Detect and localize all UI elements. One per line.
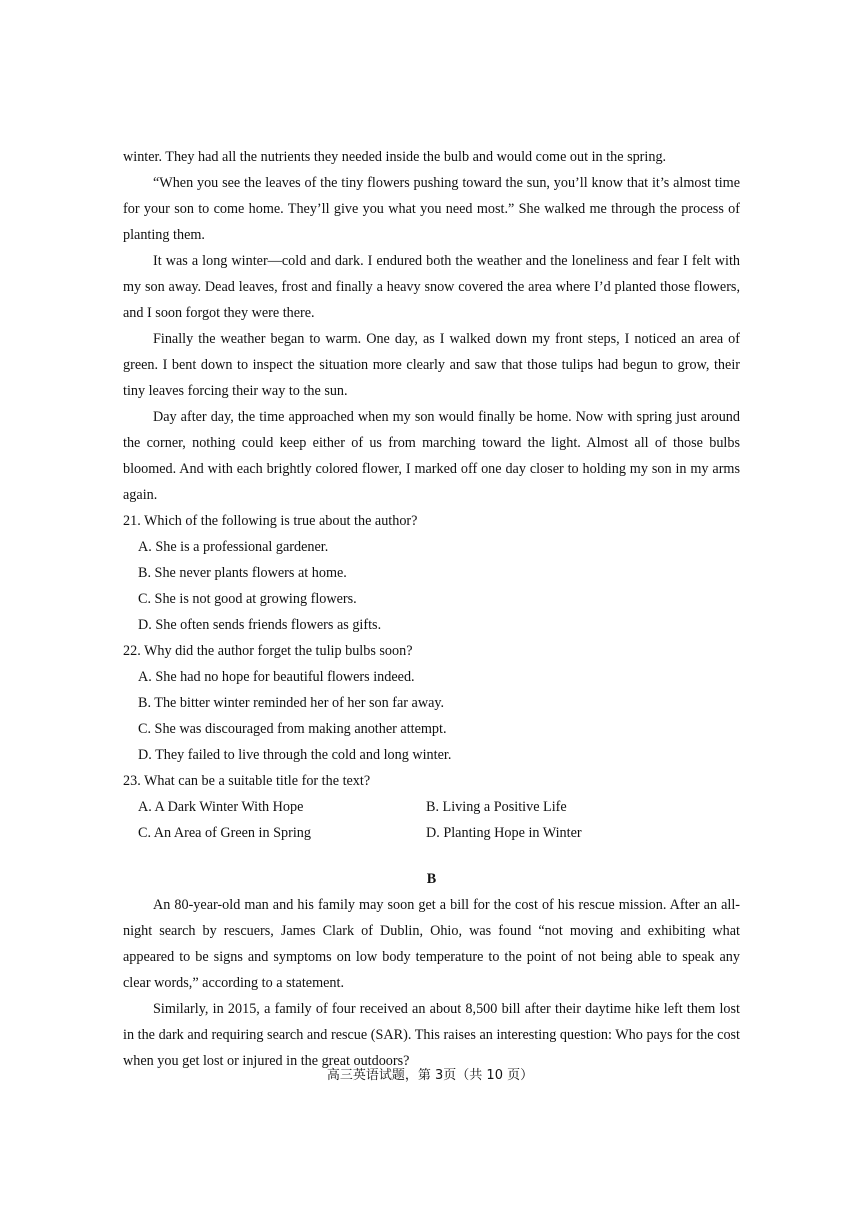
option-d: D. They failed to live through the cold and long winter. — [138, 747, 452, 763]
option-c: C. An Area of Green in Spring — [138, 825, 311, 841]
paragraph: Finally the weather began to warm. One day, as I walked down my front steps, I noticed an area of green. I bent down to inspect the situation more clearly and saw that those tulips had begun to grow, their tiny leaves forcing their way to the sun. — [123, 331, 740, 399]
paragraph: Similarly, in 2015, a family of four received an about 8,500 bill after their daytime hike left them lost in the dark and requiring search and rescue (SAR). This raises an interesting question: Who pays for the cost when you get lost or injured in the great outdoors? — [123, 1001, 740, 1069]
option-a: A. A Dark Winter With Hope — [138, 799, 304, 815]
question-22 — [123, 638, 740, 768]
option-b: B. The bitter winter reminded her of her son far away. — [138, 695, 445, 711]
question-stem: 22. Why did the author forget the tulip bulbs soon? — [123, 643, 413, 659]
section-title: B — [426, 871, 437, 887]
page-content — [123, 144, 740, 1074]
paragraph: An 80-year-old man and his family may soon get a bill for the cost of his rescue mission. After an all-night search by rescuers, James Clark of Dublin, Ohio, was found “not moving and exhibiting what appeared to be signs and symptoms on low body temperature to the point of not being able to speak any clear words,” according to a statement. — [123, 897, 740, 991]
options-row — [123, 820, 740, 846]
paragraph: winter. They had all the nutrients they needed inside the bulb and would come out in the spring. — [123, 149, 667, 165]
question-stem: 23. What can be a suitable title for the text? — [123, 773, 371, 789]
passage-b — [123, 866, 740, 1074]
passage-a — [123, 144, 740, 508]
options-row — [123, 794, 740, 820]
question-21 — [123, 508, 740, 638]
option-a: A. She had no hope for beautiful flowers indeed. — [138, 669, 415, 685]
option-a: A. She is a professional gardener. — [138, 539, 329, 555]
question-23 — [123, 768, 740, 846]
option-b: B. She never plants flowers at home. — [138, 565, 347, 581]
option-c: C. She was discouraged from making another attempt. — [138, 721, 447, 737]
option-d: D. She often sends friends flowers as gifts. — [138, 617, 382, 633]
option-b: B. Living a Positive Life — [426, 799, 567, 815]
option-d: D. Planting Hope in Winter — [426, 825, 582, 841]
page-footer: 高三英语试题，第 3页（共 10 页） — [326, 1068, 534, 1083]
option-c: C. She is not good at growing flowers. — [138, 591, 357, 607]
paragraph: “When you see the leaves of the tiny flowers pushing toward the sun, you’ll know that it’s almost time for your son to come home. They’ll give you what you need most.” She walked me through the process of planting them. — [123, 175, 740, 243]
paragraph: It was a long winter—cold and dark. I endured both the weather and the loneliness and fear I felt with my son away. Dead leaves, frost and finally a heavy snow covered the area where I’d planted those flowers, and I soon forgot they were there. — [123, 253, 740, 321]
question-stem: 21. Which of the following is true about the author? — [123, 513, 418, 529]
paragraph: Day after day, the time approached when my son would finally be home. Now with spring just around the corner, nothing could keep either of us from marching toward the light. Almost all of those bulbs bloomed. And with each brightly colored flower, I marked off one day closer to holding my son in my arms again. — [123, 409, 740, 503]
